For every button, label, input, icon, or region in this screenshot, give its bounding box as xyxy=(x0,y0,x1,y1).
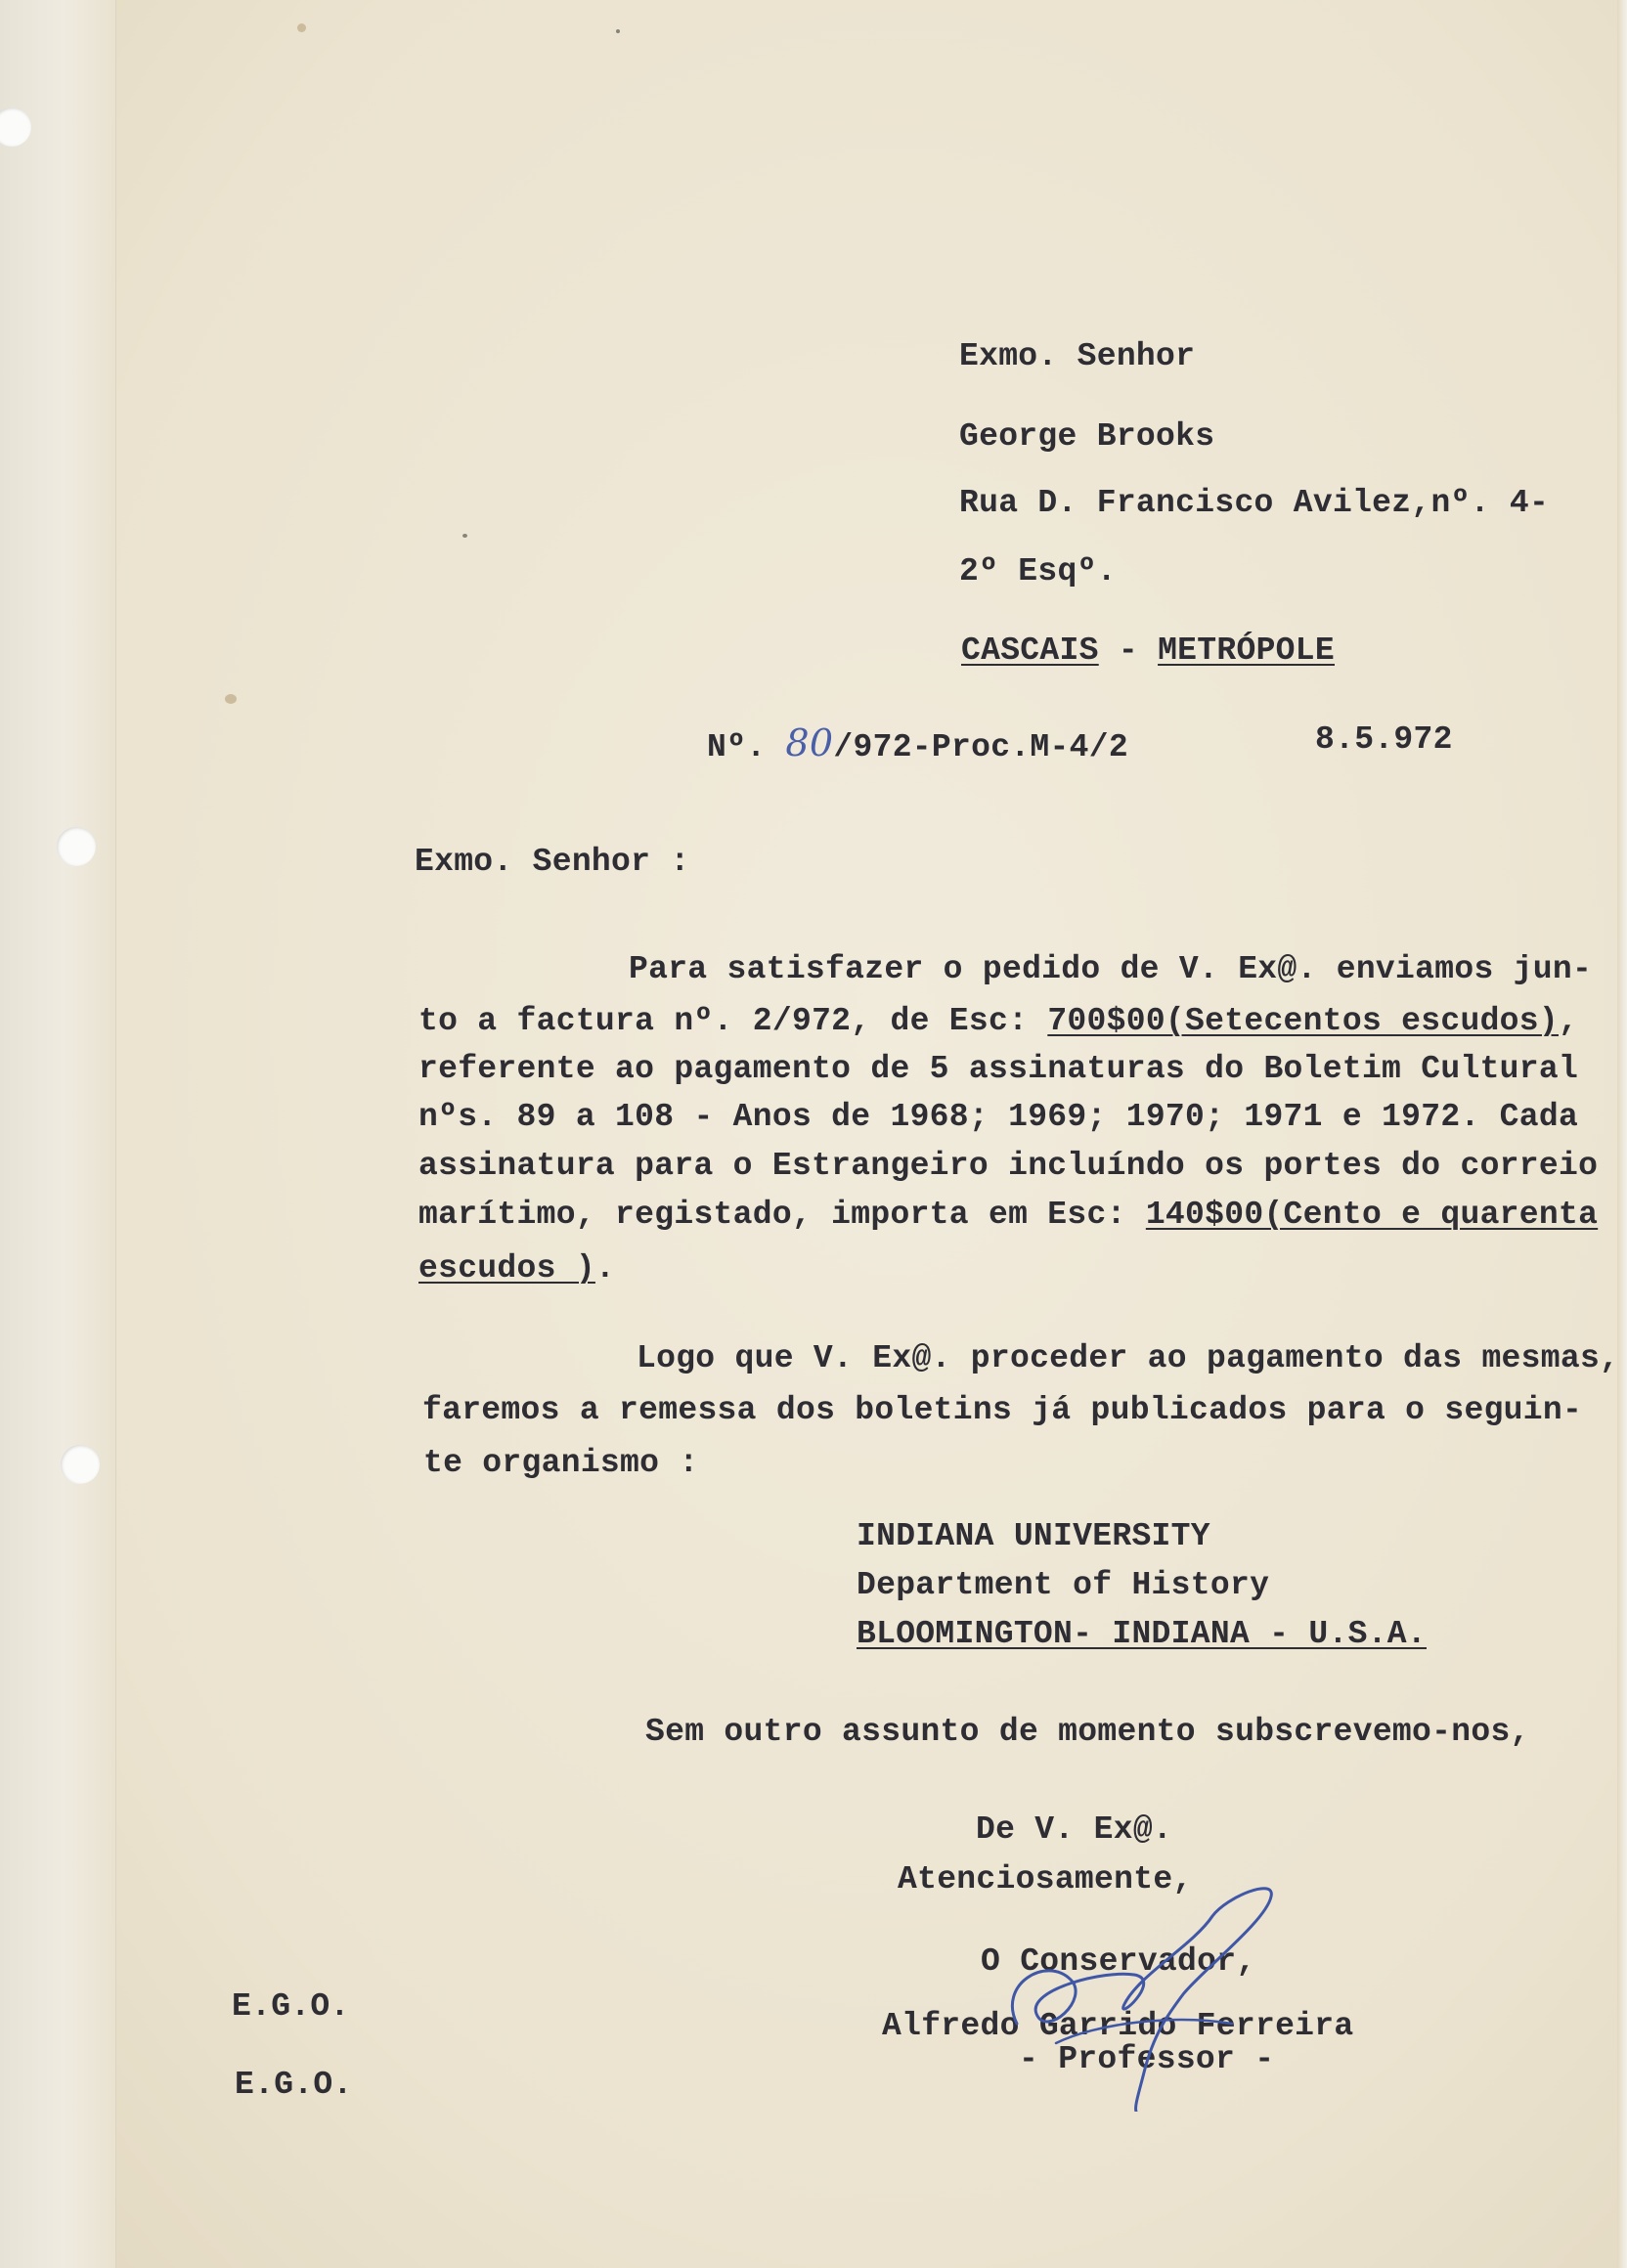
paragraph1-line2-text: to a factura nº. 2/972, de Esc: xyxy=(418,1003,1048,1039)
closing-line: Sem outro assunto de momento subscrevemo-nos, xyxy=(645,1714,1530,1750)
paper-speck xyxy=(297,23,306,32)
recipient-name: George Brooks xyxy=(959,418,1215,455)
binding-margin xyxy=(0,0,116,2268)
subscription-amount-end: escudos ) xyxy=(418,1250,595,1287)
signer-title: O Conservador, xyxy=(981,1943,1256,1980)
signer-name: Alfredo Garrido Ferreira xyxy=(882,2008,1354,2044)
reference-line xyxy=(707,723,1128,767)
letter-date: 8.5.972 xyxy=(1315,721,1453,758)
paragraph1-line1: Para satisfazer o pedido de V. Ex@. enviamos jun- xyxy=(629,951,1593,987)
signer-position: - Professor - xyxy=(1019,2041,1275,2077)
handwritten-signature xyxy=(978,1877,1300,2112)
recipient-region: METRÓPOLE xyxy=(1158,632,1335,669)
handwritten-reference-number: 80 xyxy=(785,721,834,764)
organization-location: BLOOMINGTON- INDIANA - U.S.A. xyxy=(857,1616,1427,1652)
paragraph1-line3: referente ao pagamento de 5 assinaturas do Boletim Cultural xyxy=(418,1051,1579,1087)
invoice-amount: 700$00(Setecentos escudos) xyxy=(1047,1003,1559,1039)
paragraph1-line7 xyxy=(418,1249,615,1288)
paragraph1-line2 xyxy=(418,1002,1578,1041)
paragraph1-line5: assinatura para o Estrangeiro incluíndo os portes do correio xyxy=(418,1148,1599,1184)
reference-prefix: Nº. xyxy=(707,729,767,765)
typist-initials: E.G.O. xyxy=(232,1988,350,2025)
recipient-city-line xyxy=(961,632,1335,671)
reference-suffix: /972-Proc.M-4/2 xyxy=(833,729,1128,765)
city-separator: - xyxy=(1118,632,1138,669)
punch-hole xyxy=(61,1445,100,1484)
paragraph1-line2-end: , xyxy=(1559,1003,1579,1039)
paragraph2-line1: Logo que V. Ex@. proceder ao pagamento das mesmas, xyxy=(637,1340,1620,1376)
paper-speck xyxy=(225,694,237,704)
punch-hole xyxy=(57,827,96,866)
recipient-salutation: Exmo. Senhor xyxy=(959,338,1196,374)
paragraph1-line4: nºs. 89 a 108 - Anos de 1968; 1969; 1970; 1971 e 1972. Cada xyxy=(418,1099,1579,1135)
closing-courtesy: De V. Ex@. xyxy=(976,1811,1173,1848)
organization-department: Department of History xyxy=(857,1567,1270,1603)
paragraph1-line6 xyxy=(418,1196,1598,1235)
recipient-city: CASCAIS xyxy=(961,632,1099,669)
subscription-amount: 140$00(Cento e quarenta xyxy=(1145,1197,1599,1233)
greeting: Exmo. Senhor : xyxy=(415,844,690,880)
page-edge xyxy=(1617,0,1627,2268)
paragraph1-line7-end: . xyxy=(594,1250,616,1287)
paragraph1-line6-text: marítimo, registado, importa em Esc: xyxy=(418,1197,1146,1233)
recipient-street: Rua D. Francisco Avilez,nº. 4- xyxy=(959,485,1550,521)
paper-speck xyxy=(616,29,620,33)
recipient-floor: 2º Esqº. xyxy=(959,553,1117,589)
organization-name: INDIANA UNIVERSITY xyxy=(857,1518,1210,1554)
paragraph2-line2: faremos a remessa dos boletins já publicados para o seguin- xyxy=(422,1392,1583,1428)
typist-initials: E.G.O. xyxy=(235,2067,353,2103)
paragraph2-line3: te organismo : xyxy=(423,1445,699,1481)
closing-regards: Atenciosamente, xyxy=(898,1861,1193,1897)
paper-speck xyxy=(462,534,467,538)
